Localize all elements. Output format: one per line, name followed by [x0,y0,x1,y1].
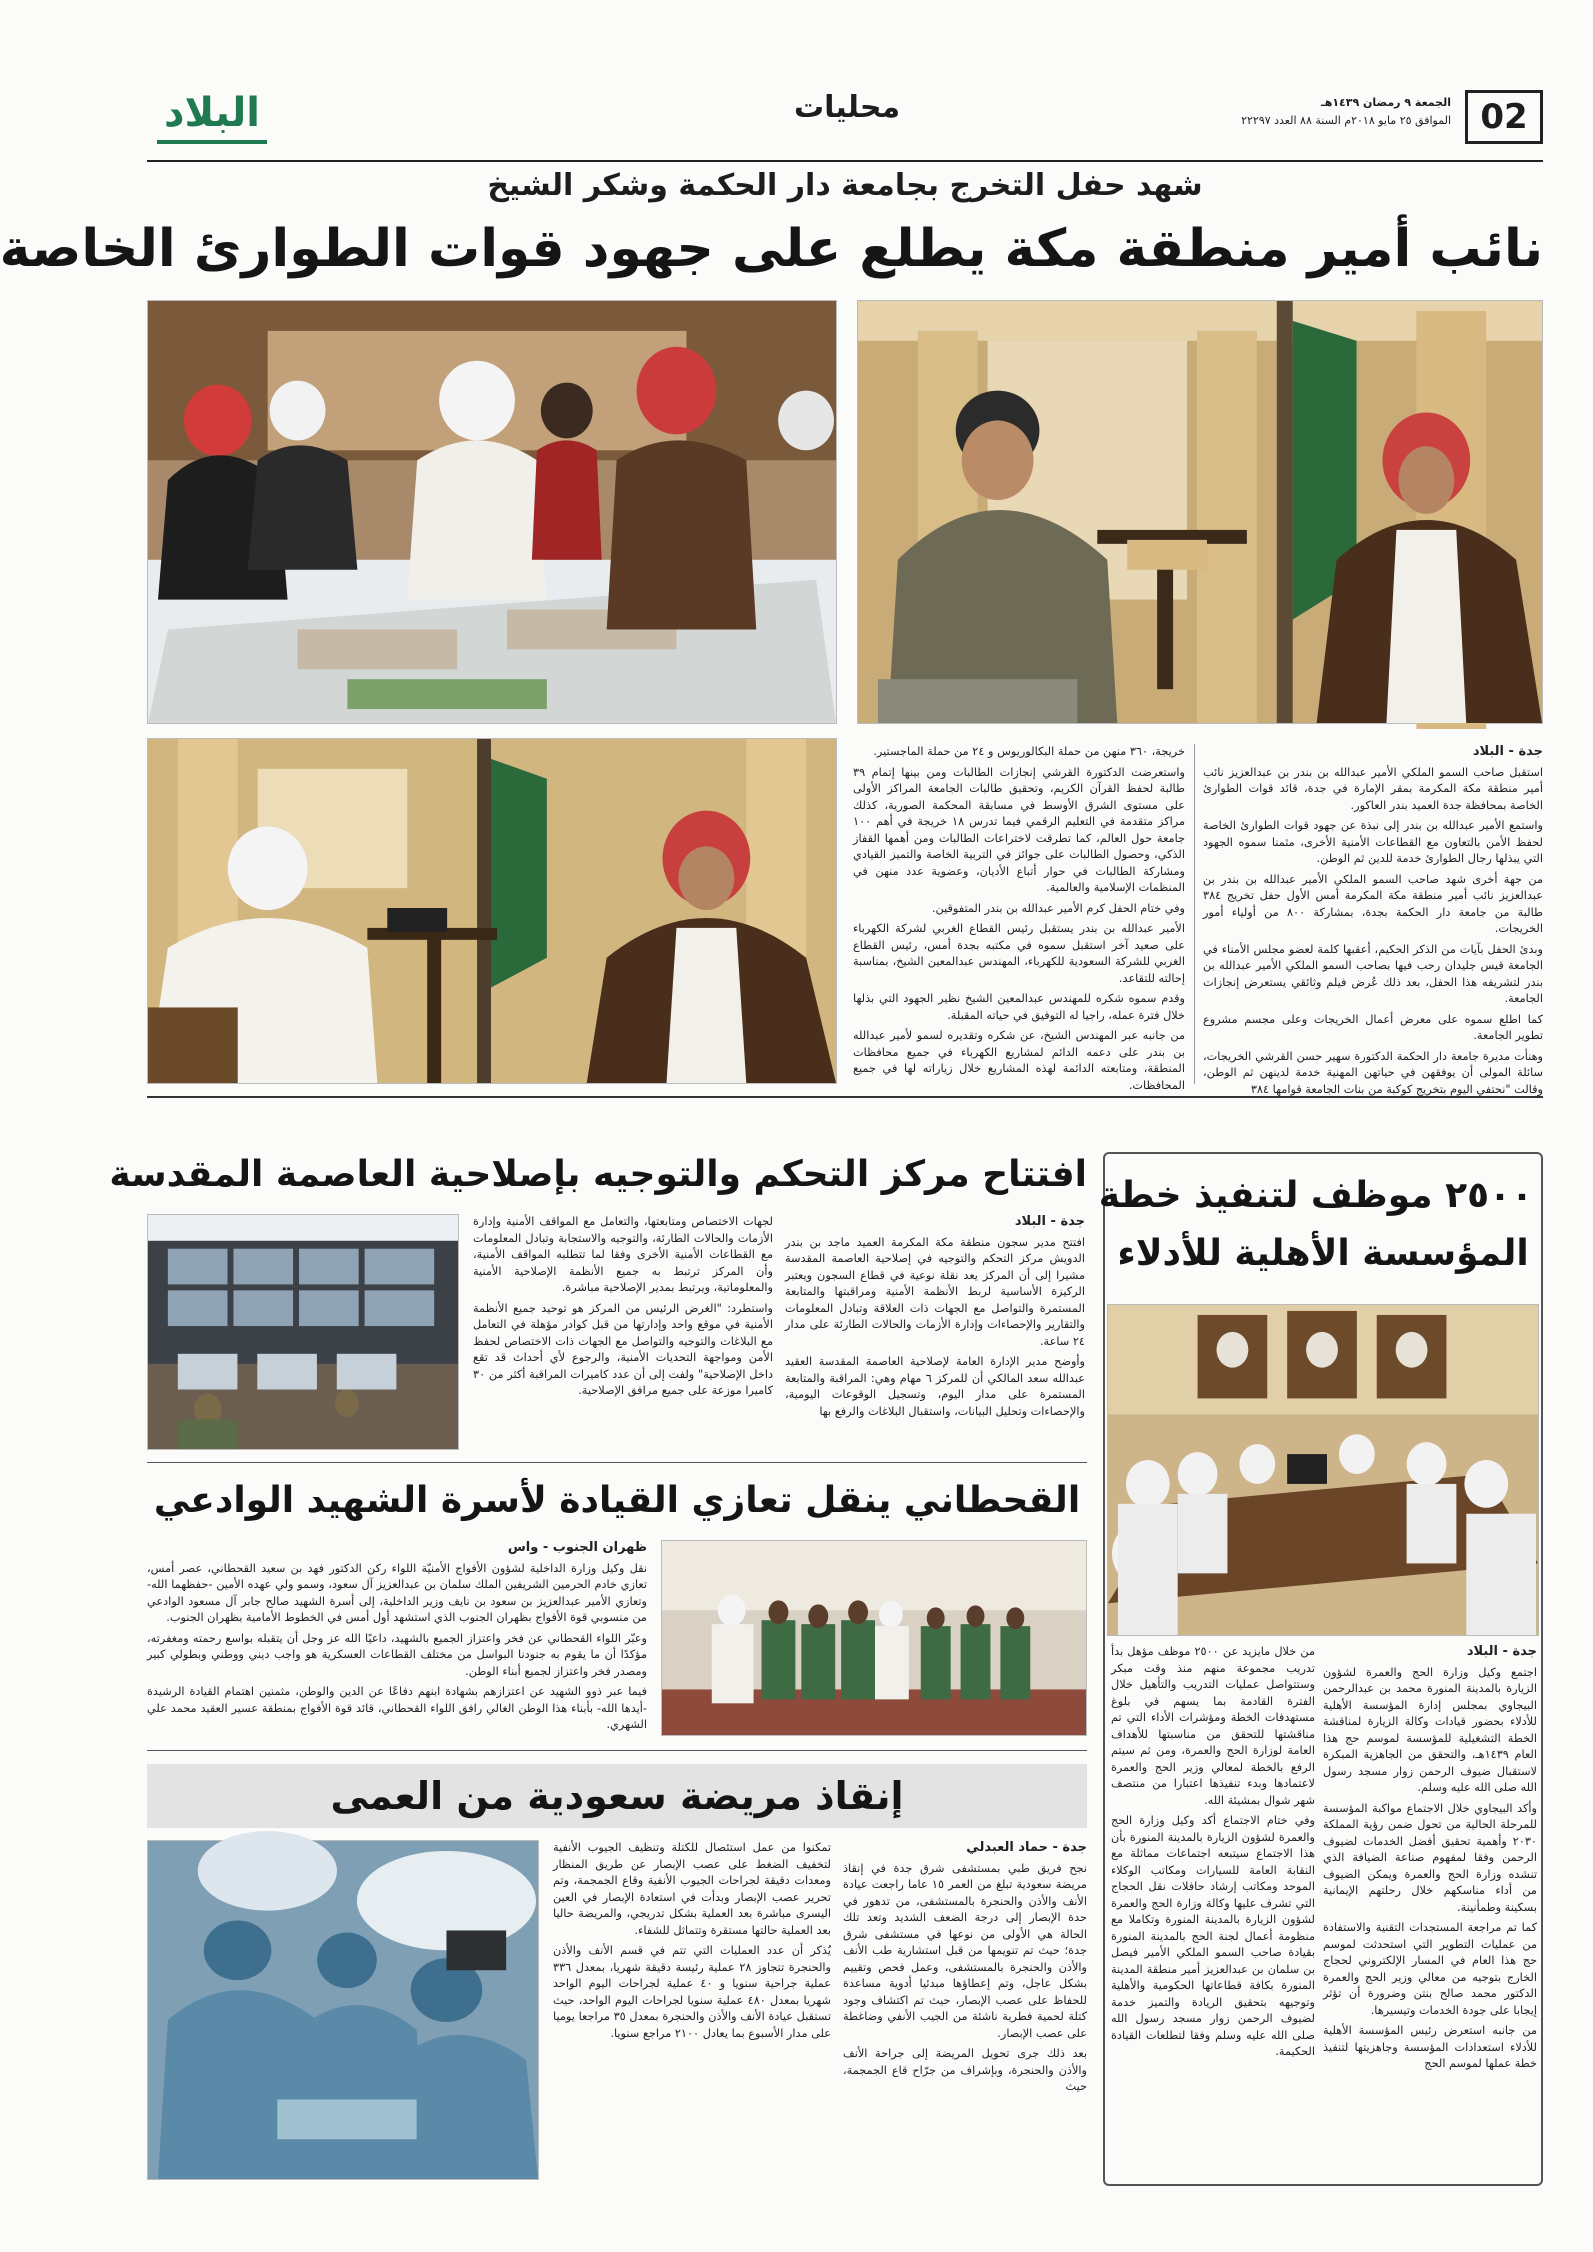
story3-byline: ظهران الجنوب - واس [507,1540,647,1555]
story2-col2-p1: لجهات الاختصاص ومتابعتها، والتعامل مع المواقف الأمنية وإدارة الأزمات والحالات الطارئة، والتوجيه والاستجابة وتبادل المعلومات مع القطاعات الأمنية الأخرى وفقا لما تتطلبه المواقف الأمنية، وأن المركز ترتبط به جميع الأنظمة الإصلاحية الأمنية والمعلوماتية، ويرتبط بمدير الإصلاحية مباشرة. [473,1215,773,1294]
story4-col1-p2: بعد ذلك جرى تحويل المريضة إلى جراحة الأنف والأذن والحنجرة، وبإشراف من جرّاح قاع الجمجمة، حيث [843,2047,1087,2093]
story3-body-p2: وعبّر اللواء القحطاني عن فخر واعتزاز الجميع بالشهيد، داعيًا الله عز وجل أن يتقبله بواسع رحمته ومغفرته، مؤكدًا أن ما يقوم به جنودنا البواسل من مختلف القطاعات العسكرية هو واجب ديني ووطني وبطولي كبير ومصدر فخر واعتزاز لجميع أبناء الوطن. [147,1631,647,1678]
story2-headline: افتتاح مركز التحكم والتوجيه بإصلاحية العاصمة المقدسة [109,1154,1087,1195]
story1-col2 [853,744,1185,1092]
story5-byline: جدة - البلاد [1466,1644,1537,1659]
page-number: 02 [1465,90,1543,144]
story4-col1 [843,1840,1087,2180]
photo-electricity-director [147,738,837,1084]
story5-headline-line2: المؤسسة الأهلية للأدلاء [1117,1233,1529,1274]
story3-body [147,1540,647,1736]
story5-col2 [1111,1644,1315,2178]
story2-col1-p1: افتتح مدير سجون منطقة مكة المكرمة العميد ماجد بن بندر الدويش مركز التحكم والتوجيه في إصلاحية العاصمة المقدسة مشيرا إلى أن المركز يعد نقلة نوعية في قطاع السجون ويعتبر الركيزة الأساسية لربط الأنظمة الأمنية ومراقبتها والمتابعة المستمرة والتواصل مع الجهات ذات العلاقة وتبادل المعلومات والتقارير والإحصاءات وإدارة الأزمات والحالات الطارئة على مدار ٢٤ ساعة. [785,1235,1085,1348]
issue-date-line2: الموافق ٢٥ مايو ٢٠١٨م السنة ٨٨ العدد ٢٢٢٩٧ [1241,114,1451,127]
story1-col1-p2: واستمع الأمير عبدالله بن بندر إلى نبذة عن جهود قوات الطوارئ الخاصة لحفظ الأمن بالتعاون مع القطاعات الأمنية الأخرى، مثمنا سموه الجهود التي يبذلها رجال الطوارئ خدمة للدين ثم الوطن. [1203,819,1543,865]
story3-bottom-rule [147,1750,1087,1751]
story1-col1-p1: استقبل صاحب السمو الملكي الأمير عبدالله بن بندر بن عبدالعزيز نائب أمير منطقة مكة المكرمة بمقر الإمارة في جدة، قائد قوات الطوارئ الخاصة بمحافظة جدة العميد بندر العاكور. [1203,765,1543,812]
photo-control-center [147,1214,459,1450]
story5-col1-p4: من جانبه استعرض رئيس المؤسسة الأهلية للأدلاء استعدادات المؤسسة وجاهزيتها لتنفيذ خطة عملها لموسم الحج [1323,2024,1537,2070]
story5-col1-p2: وأكد البيجاوي خلال الاجتماع مواكبة المؤسسة للمرحلة الحالية من تحول ضمن رؤية المملكة ٢٠٣٠ وأهمية تحقيق أفضل الخدمات لضيوف الرحمن وفقا لمفهوم صناعة الضيافة الذي تنشده وزارة الحج والعمرة ويمكن الضيوف من أداء مناسكهم خلال رحلتهم الإيمانية بسكينة وطمأنينة. [1323,1801,1537,1914]
newspaper-logo [147,86,277,146]
story3-headline: القحطاني ينقل تعازي القيادة لأسرة الشهيد الوادعي [153,1480,1081,1521]
story5-col1-p1: اجتمع وكيل وزارة الحج والعمرة لشؤون الزيارة بالمدينة المنورة محمد بن عبدالرحمن البيجاوي بمجلس إدارة المؤسسة الأهلية للأدلاء بحضور قيادات وكالة الزيارة لمناقشة الخطة التشغيلية للمؤسسة لموسم حج هذا العام ١٤٣٩هـ، والتحقق من الجاهزية المبكرة لاستقبال ضيوف الرحمن زوار مسجد رسول الله صلى الله عليه وسلم. [1323,1665,1537,1794]
story4-col2-p1: تمكنوا من عمل استئصال للكتلة وتنظيف الجيوب الأنفية لتخفيف الضغط على عصب الإبصار عن طريق المنظار ومعدات دقيقة لجراحات الجيوب الأنفية وقاع الجمجمة، وتم تحرير عصب الإبصار وبدأت في استعادة الإبصار في العين اليسرى مباشرة بعد العملية بشكل تدريجي، والمريضة حاليا بعد العملية حالتها مستقرة وتتماثل للشفاء. [553,1841,831,1937]
story1-col1-p4: وبدئ الحفل بآيات من الذكر الحكيم، أعقبها كلمة لعضو مجلس الأمناء في الجامعة قيس جليدان رحب فيها بصاحب السمو الملكي الأمير عبدالله بن بندر لتشريفه هذا الحفل، بعد ذلك عُرض فيلم وثائقي يستعرض إنجازات الجامعة. [1203,942,1543,1005]
story1-byline: جدة - البلاد [1472,744,1543,759]
story1-col1-p5: كما اطلع سموه على معرض أعمال الخريجات وعلى مجسم مشروع تطوير الجامعة. [1203,1012,1543,1042]
story1-col2-p1: خريجة، ٣٦٠ منهن من حملة البكالوريوس و ٢٤ من حملة الماجستير. [873,745,1185,758]
issue-date-line1: الجمعة ٩ رمضان ١٤٣٩هـ [1320,96,1451,109]
story2-col2-p2: واستطرد: "الغرض الرئيس من المركز هو توحيد جميع الأنظمة الأمنية في موقع واحد وإدارتها من قبل كوادر مؤهلة في التعامل مع البلاغات والتوجيه والتواصل مع الجهات ذات الاختصاص لحفظ الأمن ومواجهة التحديات الأمنية، والرجوع لأي أحداث قد تقع داخل الإصلاحية" ولفت إلى أن عدد كاميرات المراقبة أكثر من ٣٠ كاميرا موزعة على جميع مرافق الإصلاحية. [473,1301,773,1397]
story2-col1 [785,1214,1085,1450]
story1-col2-p4: الأمير عبدالله بن بندر يستقبل رئيس القطاع الغربي لشركة الكهرباء على صعيد آخر استقبل سموه في مكتبه بجدة أمس، رئيس القطاع الغربي للشركة السعودية للكهرباء، المهندس عبدالمعين الشيخ، بمناسبة إحالته للتقاعد. [853,922,1185,985]
story5-headline-line1: ٢٥٠٠ موظف لتنفيذ خطة [1098,1175,1533,1216]
logo-underline [157,140,267,144]
story1-col2-p3: وفي ختام الحفل كرم الأمير عبدالله بن بندر المتفوقين. [931,901,1185,915]
story1-col1-p3: من جهة أخرى شهد صاحب السمو الملكي الأمير عبدالله بن بندر بن عبدالعزيز نائب أمير منطقة مكة المكرمة أمس الأول حفل تخريج ٣٨٤ طالبة من جامعة دار الحكمة بجدة، بمشاركة ٨٠٠ من أولياء أمور الخريجات. [1203,872,1544,935]
story2-col1-p2: وأوضح مدير الإدارة العامة لإصلاحية العاصمة المقدسة العقيد عبدالله سعد المالكي أن للمركز ٦ مهام وهي: المراقبة والمتابعة المستمرة على مدار اليوم، وتسجيل الوقوعات اليومية، والإحصاءات وتحليل البيانات، واستقبال البلاغات والرفع بها [785,1355,1085,1418]
masthead-rule [147,160,1543,162]
story1-col2-p5: وقدم سموه شكره للمهندس عبدالمعين الشيخ نظير الجهود التي بذلها خلال فترة عمله، راجيا له التوفيق في حياته المقبلة. [853,992,1185,1022]
photo-condolence [661,1540,1087,1736]
section-title: محليات [793,90,901,125]
story1-col2-p2: واستعرضت الدكتورة القرشي إنجازات الطالبات ومن بينها إتمام ٣٩ طالبة لحفظ القرآن الكريم، وتحقيق طالبات الجامعة المراكز الأولى على مستوى الشرق الأوسط في مسابقة المحكمة الصورية، كذلك مراكز متقدمة في التعليم الرقمي فيما تدرس ١٨ خريجة في أهم ١٠٠ جامعة حول العالم، كما تطرقت لاختراعات الطالبات ومن أهمها القفاز الذكي، وحصول الطالبات على جوائز في التربية الخاصة والتميز القيادي ومشاركة الطالبات في حوار أتباع الأديان، وعضوية عدد منهن في المنظمات الإسلامية والعالمية. [853,765,1185,894]
story1-column-rule [1194,744,1195,1084]
story3-body-p1: نقل وكيل وزارة الداخلية لشؤون الأفواج الأمنيّة اللواء ركن الدكتور فهد بن سعيد القحطاني، عصر أمس، تعازي خادم الحرمين الشريفين الملك سلمان بن عبدالعزيز آل سعود، وسمو ولي عهده الأمين -حفظهما الله- وتعازي الأمير عبدالعزيز بن سعود بن نايف وزير الداخلية، إلى أسرة الشهيد صالح جابر آل مسعود الوادعي من منسوبي قوة الأفواج بظهران الجنوب الذي استشهد أول أمس في الخطوط الأمامية بظهران الجنوب. [147,1561,647,1624]
story5-col1-p3: كما تم مراجعة المستجدات التقنية والاستفادة من عمليات التطوير التي استحدثت لموسم حج هذا العام في المسار الإلكتروني لحجاج الخارج بتوجيه من معالي وزير الحج والعمرة الدكتور محمد صالح بنتن وضرورة أن تؤثر إيجابا على جودة الخدمات وتيسيرها. [1323,1921,1537,2017]
story4-headline: إنقاذ مريضة سعودية من العمى [330,1774,904,1818]
photo-surgery [147,1840,539,2180]
story1-col1-p6: وهنأت مديرة جامعة دار الحكمة الدكتورة سهير حسن القرشي الخريجات، سائلة المولى أن يوفقهن في حياتهن المهنية خدمة لدينهن ثم الوطن، وقالت "نحتفي اليوم بتخريج كوكبة من بنات الجامعة قوامها ٣٨٤ [1203,1049,1543,1096]
story4-col1-p1: نجح فريق طبي بمستشفى شرق جدة في إنقاذ مريضة سعودية تبلغ من العمر ١٥ عاما راجعت عيادة الأنف والأذن والحنجرة بالمستشفى، من تدهور في حدة الإبصار إلى درجة الضعف الشديد وتعد تلك الحالة هي الأولى من نوعها في مستشفى شرق جدة؛ حيث تم تنويمها من قبل استشارية طب الأنف والأذن والحنجرة بالمستشفى، وعمل فحص وتقييم بشكل عاجل، وتم إعطاؤها مبدئيا أدوية مساعدة للحفاظ على عصب الإبصار، حيث تم اكتشاف وجود كتلة لحمية فطرية ناشئة من الجيب الأنفي وضاغطة على عصب الإبصار. [843,1861,1087,2040]
story1-col2-p6: من جانبه عبر المهندس الشيخ، عن شكره وتقديره لسمو لأمير عبدالله بن بندر على دعمه الدائم لمشاريع الكهرباء في جميع محافظات المنطقة، ومتابعته الدائمة لهذه المشاريع خلال زياراته لها في جميع المحافظات. [853,1029,1185,1092]
logo-text: البلاد [164,90,260,136]
story4-col2-p2: يُذكر أن عدد العمليات التي تتم في قسم الأنف والأذن والحنجرة تتجاوز ٢٨ عملية رئيسة دقيقة شهريا، بمعدل ٣٣٦ عملية جراحية سنويا و ٤٠ عملية لجراحات اليوم الواحد شهريا بمعدل ٤٨٠ عملية سنويا لجراحات اليوم الواحد، حيث تستقبل عيادة الأنف والأذن والحنجرة بمعدل ٣٥ مراجعا يوميا على مدار الأسبوع بما يعادل ٢١٠٠ مراجع سنويا. [553,1944,832,2040]
story4-byline: جدة - حماد العبدلي [966,1840,1087,1855]
story1-col1 [1203,744,1544,1096]
story5-col2-p2: وفي ختام الاجتماع أكد وكيل وزارة الحج والعمرة لشؤون الزيارة بالمدينة المنورة بأن هذا الاجتماع سيتبعه اجتماعات مماثلة مع النقابة العامة للسيارات ومكاتب الوكلاء الموحد ومكاتب إرشاد حافلات نقل الحجاج التي تشرف عليها وكالة وزارة الحج والعمرة لشؤون الزيارة بالمدينة المنورة وتكاملا مع منظومة أعمال لجنة الحج بالمدينة المنورة بقيادة صاحب السمو الملكي الأمير فيصل بن سلمان بن عبدالعزيز أمير منطقة المدينة المنورة بكافة قطاعاتها الحكومية والأهلية وتوجيهه بتحقيق الريادة والتميز خدمة لضيوف الرحمن زوار مسجد رسول الله صلى الله عليه وسلم وفقا لتطلعات القيادة الحكيمة. [1111,1814,1315,2058]
story1-bottom-rule [147,1096,1543,1098]
story5-col1 [1323,1644,1537,2178]
photo-emergency-commander [857,300,1543,724]
photo-adilla-meeting [1107,1304,1539,1636]
story1-kicker: شهد حفل التخرج بجامعة دار الحكمة وشكر الشيخ [487,168,1203,203]
story2-byline: جدة - البلاد [1014,1214,1085,1229]
story3-body-p3: فيما عبر ذوو الشهيد عن اعتزازهم بشهادة ابنهم دفاعًا عن الدين والوطن، مثمنين اهتمام القيادة الرشيدة -أيدها الله- بأبناء هذا الوطن الغالي رافق اللواء القحطاني، قائد قوة الأفواج بمنطقة عسير العقيد محمد علي الشهري. [147,1685,647,1731]
story1-headline: نائب أمير منطقة مكة يطلع على جهود قوات الطوارئ الخاصة [0,219,1543,279]
issue-date [1191,94,1451,130]
story2-bottom-rule [147,1462,1087,1463]
photo-university-model [147,300,837,724]
masthead [147,86,1543,158]
story4-col2 [553,1840,831,2180]
story5-col2-p1: من خلال مايزيد عن ٢٥٠٠ موظف مؤهل بدأ تدريب مجموعة منهم منذ وقت مبكر وستتواصل عمليات التدريب والتأهيل خلال الفترة القادمة بما يسهم في بلوغ مستهدفات الخطة ومؤشرات الأداء التي تم مناقشتها للتحقق من مناسبتها للأهداف العامة لوزارة الحج والعمرة، ومن ثم سيتم الرفع بالخطة لمعالي وزير الحج والعمرة لاعتمادها وبدء تنفيذها اعتبارا من منتصف شهر شوال بمشيئة الله. [1111,1645,1315,1807]
story2-col2 [473,1214,773,1450]
